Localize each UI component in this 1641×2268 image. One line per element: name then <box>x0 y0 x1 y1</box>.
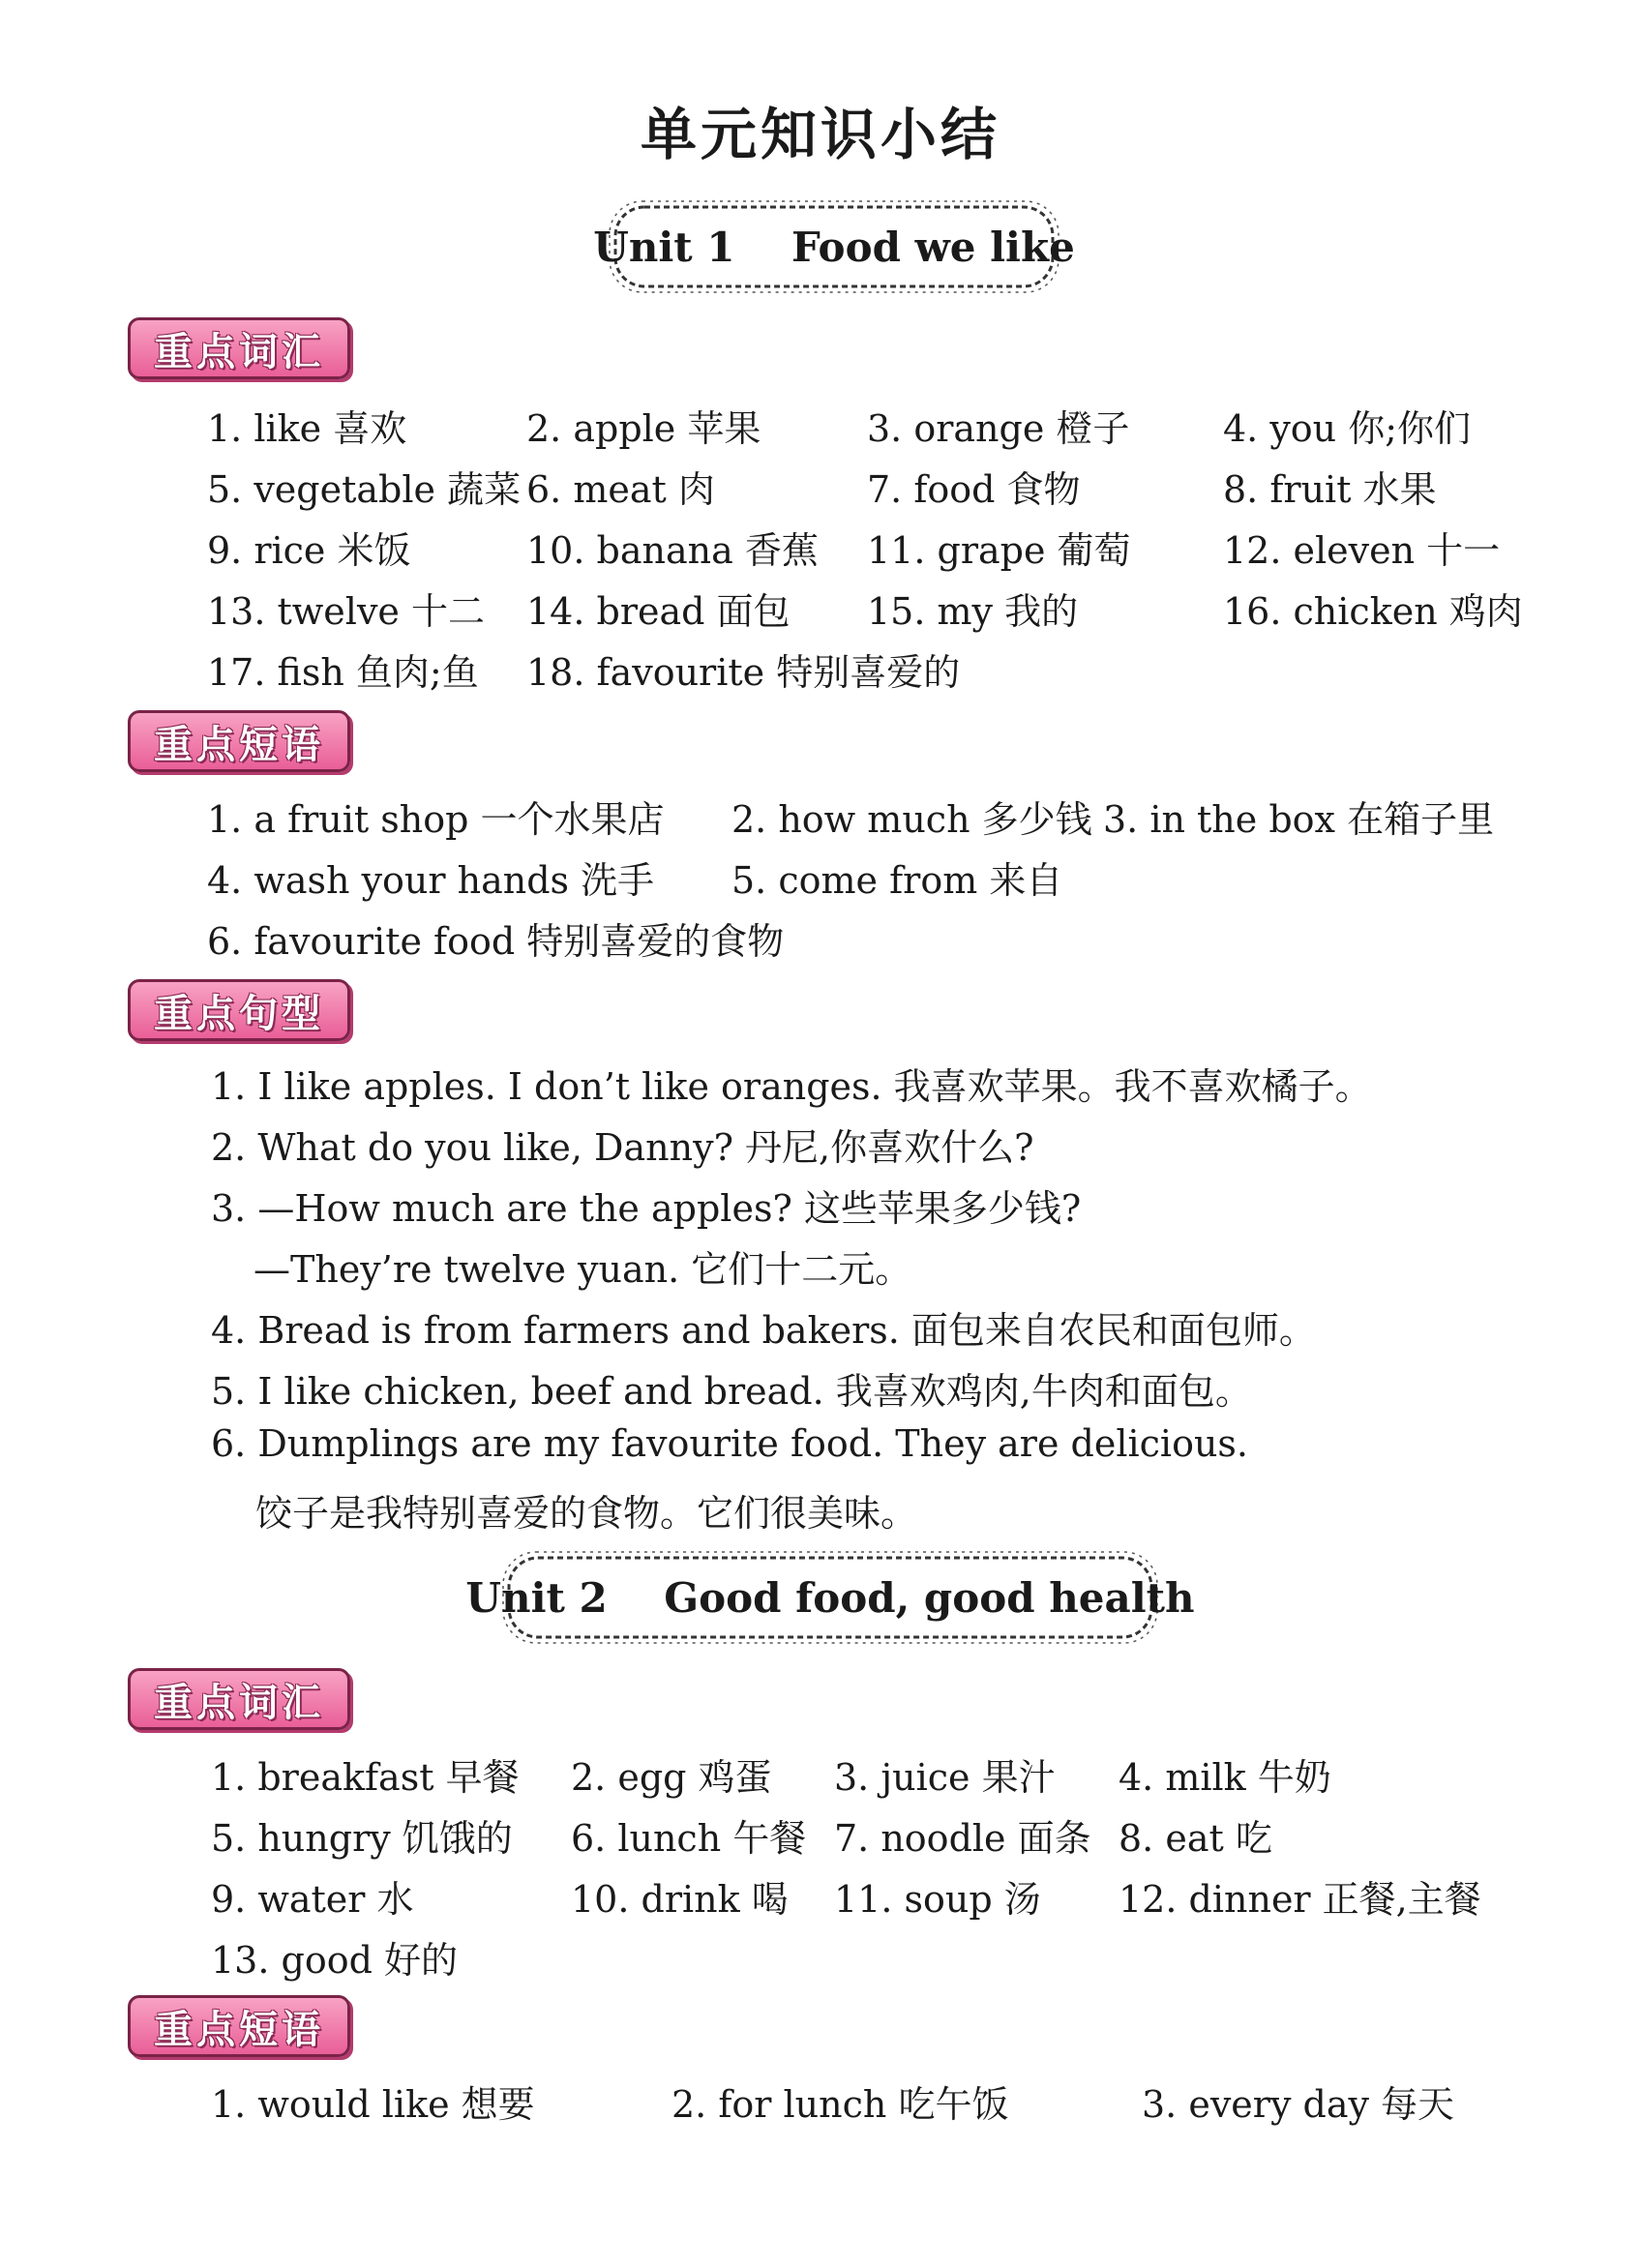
vocab-item: 7. food 食物 <box>867 468 1081 511</box>
vocab-item: 11. grape 葡萄 <box>867 529 1131 572</box>
vocab-item: 2. egg 鸡蛋 <box>571 1756 772 1799</box>
vocab-item: 3. orange 橙子 <box>867 407 1130 450</box>
sentence-item: 1. I like apples. I don’t like oranges. 我喜欢苹果。我不喜欢橘子。 <box>211 1065 1372 1108</box>
phrase-item: 1. a fruit shop 一个水果店 <box>207 798 665 841</box>
vocab-item: 13. good 好的 <box>211 1939 458 1982</box>
vocab-item: 10. drink 喝 <box>571 1878 789 1921</box>
vocab-item: 7. noodle 面条 <box>834 1817 1091 1860</box>
vocab-item: 9. water 水 <box>211 1878 414 1921</box>
vocab-item: 8. eat 吃 <box>1119 1817 1272 1860</box>
unit1-vocab-badge: 重点词汇 <box>128 317 350 379</box>
unit2-vocab-badge: 重点词汇 <box>128 1668 350 1730</box>
phrase-item: 3. in the box 在箱子里 <box>1103 798 1495 841</box>
vocab-item: 1. like 喜欢 <box>207 407 407 450</box>
unit1-title-box <box>593 194 1075 300</box>
sentence-item: 4. Bread is from farmers and bakers. 面包来自农民和面包师。 <box>211 1309 1316 1352</box>
vocab-item: 17. fish 鱼肉;鱼 <box>207 651 479 694</box>
vocab-item: 14. bread 面包 <box>526 590 791 633</box>
vocab-item: 6. meat 肉 <box>526 468 715 511</box>
vocab-item: 3. juice 果汁 <box>834 1756 1056 1799</box>
vocab-item: 13. twelve 十二 <box>207 590 485 633</box>
page-title: 单元知识小结 <box>640 102 1000 167</box>
sentence-item: —They’re twelve yuan. 它们十二元。 <box>254 1248 912 1291</box>
vocab-item: 18. favourite 特别喜爱的 <box>526 651 961 694</box>
phrase-item: 1. would like 想要 <box>211 2083 535 2126</box>
vocab-item: 11. soup 汤 <box>834 1878 1041 1921</box>
vocab-item: 8. fruit 水果 <box>1223 468 1437 511</box>
unit1-sentences-badge: 重点句型 <box>128 979 350 1041</box>
vocab-item: 16. chicken 鸡肉 <box>1223 590 1523 633</box>
vocab-item: 5. vegetable 蔬菜 <box>207 468 522 511</box>
unit2-title-box <box>465 1544 1195 1651</box>
vocab-item: 5. hungry 饥饿的 <box>211 1817 513 1860</box>
unit1-title: Unit 1 Food we like <box>593 223 1075 271</box>
unit2-phrases-badge: 重点短语 <box>128 1995 350 2057</box>
phrase-item: 2. how much 多少钱 <box>731 798 1092 841</box>
vocab-item: 12. eleven 十一 <box>1223 529 1501 572</box>
phrase-item: 6. favourite food 特别喜爱的食物 <box>207 920 785 963</box>
sentence-item: 6. Dumplings are my favourite food. They are delicious. <box>211 1422 1249 1465</box>
unit1-phrases-badge: 重点短语 <box>128 710 350 772</box>
phrase-item: 4. wash your hands 洗手 <box>207 859 655 902</box>
vocab-item: 4. milk 牛奶 <box>1119 1756 1331 1799</box>
vocab-item: 10. banana 香蕉 <box>526 529 819 572</box>
vocab-item: 6. lunch 午餐 <box>571 1817 807 1860</box>
sentence-item: 5. I like chicken, beef and bread. 我喜欢鸡肉,牛肉和面包。 <box>211 1370 1252 1413</box>
vocab-item: 2. apple 苹果 <box>526 407 761 450</box>
vocab-item: 12. dinner 正餐,主餐 <box>1119 1878 1481 1921</box>
vocab-item: 15. my 我的 <box>867 590 1079 633</box>
phrase-item: 5. come from 来自 <box>731 859 1063 902</box>
sentence-item: 饺子是我特别喜爱的食物。它们很美味。 <box>255 1492 918 1535</box>
phrase-item: 3. every day 每天 <box>1142 2083 1455 2126</box>
sentence-item: 2. What do you like, Danny? 丹尼,你喜欢什么? <box>211 1126 1034 1169</box>
sentence-item: 3. —How much are the apples? 这些苹果多少钱? <box>211 1187 1082 1230</box>
vocab-item: 4. you 你;你们 <box>1223 407 1472 450</box>
unit2-title: Unit 2 Good food, good health <box>465 1573 1195 1622</box>
vocab-item: 9. rice 米饭 <box>207 529 411 572</box>
phrase-item: 2. for lunch 吃午饭 <box>671 2083 1009 2126</box>
vocab-item: 1. breakfast 早餐 <box>211 1756 520 1799</box>
